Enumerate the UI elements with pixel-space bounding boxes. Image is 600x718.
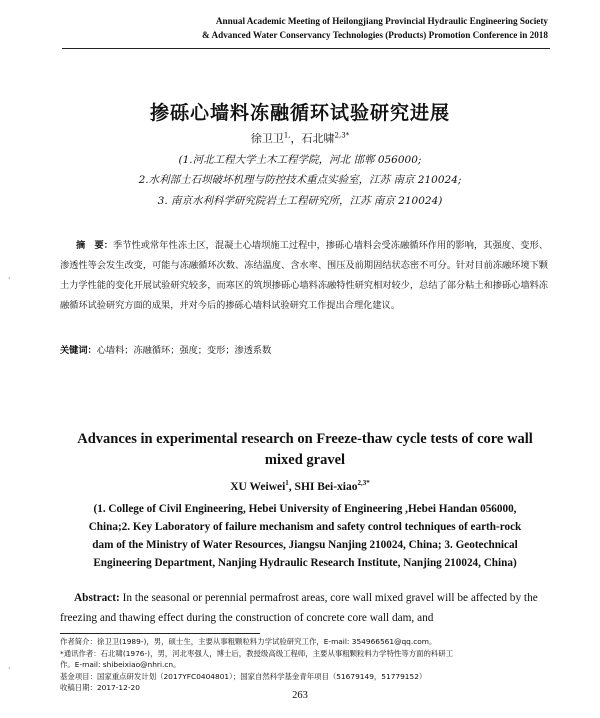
en-author-2: SHI Bei-xiao: [294, 480, 358, 493]
en-title-line-1: Advances in experimental research on Freeze-thaw cycle tests of core wall: [77, 431, 533, 447]
footnote-received-date: 收稿日期：2017-12-20: [60, 683, 140, 692]
en-aff-line-2: China;2. Key Laboratory of failure mechanism and safety control techniques of earth-rock: [88, 521, 522, 533]
en-author-1-sup: 1: [285, 479, 289, 487]
en-aff-line-4: Engineering Department, Nanjing Hydraulic Research Institute, Nanjing 210024, China): [93, 557, 517, 569]
chinese-keywords: [60, 342, 550, 356]
left-edge-mark-bottom: ·: [8, 664, 11, 673]
cn-keywords-text: 心墙料；冻融循环；强度；变形；渗透系数: [96, 345, 272, 356]
english-abstract: [60, 588, 552, 628]
left-edge-mark-top: ·: [8, 274, 11, 283]
footnote-email: 作。E-mail: shibeixiao@nhri.cn。: [60, 660, 181, 669]
en-author-2-sup: 2,3*: [357, 479, 370, 487]
en-aff-line-3: dam of the Ministry of Water Resources, Jiangsu Nanjing 210024, China; 3. Geotechnical: [92, 539, 518, 551]
footnote-corresponding: *通讯作者：石北啸(1976-)，男，河北枣强人，博士后，教授级高级工程师，主要从事粗颗粒料力学特性等方面的科研工: [60, 648, 454, 658]
header-line-2: & Advanced Water Conservancy Technologies (Products) Promotion Conference in 2018: [202, 30, 548, 40]
cn-author-1-sup: 1,: [283, 131, 291, 140]
page-number: 263: [292, 690, 308, 701]
en-title-line-2: mixed gravel: [264, 452, 346, 468]
en-abstract-label: Abstract:: [74, 592, 120, 604]
english-authors: XU Weiwei$^1$, SHI Bei-xiao$^{2,3*}$: [230, 479, 370, 493]
header-rule: [62, 48, 550, 49]
cn-author-2-sup: 2,3*: [334, 131, 350, 140]
en-aff-line-1: (1. College of Civil Engineering, Hebei University of Engineering ,Hebei Handan 056000,: [93, 503, 517, 515]
cn-affiliation-1: (1.河北工程大学土木工程学院，河北 邯郸 056000;: [178, 154, 422, 166]
en-abstract-text: In the seasonal or perennial permafrost areas, core wall mixed gravel will be affected by the freezing and thawing effect during the construction of concrete core wall dam, and: [60, 592, 538, 624]
chinese-title: 掺砾心墙料冻融循环试验研究进展: [149, 102, 450, 124]
cn-author-1: 徐卫卫: [250, 132, 284, 145]
chinese-abstract: [60, 236, 548, 316]
cn-affiliation-2: 2.水利部土石坝破坏机理与防控技术重点实验室，江苏 南京 210024;: [138, 174, 462, 186]
cn-affiliation-3: 3. 南京水利科学研究院岩土工程研究所，江苏 南京 210024): [157, 195, 443, 207]
english-affiliations: [58, 500, 552, 572]
cn-keywords-label: 关键词：: [60, 345, 97, 356]
cn-author-2: 石北啸: [301, 132, 335, 145]
chinese-authors: [0, 130, 600, 146]
en-author-1: XU Weiwei: [230, 480, 286, 493]
footnote-author-intro: 作者简介：徐卫卫(1989-)，男，硕士生，主要从事粗颗粒料力学试验研究工作，E-mail: 354966561@qq.com。: [60, 637, 437, 646]
cn-abstract-label: 摘 要：: [76, 240, 114, 251]
cn-author-separator: ，: [290, 132, 302, 145]
footnote-rule: [60, 633, 260, 634]
cn-abstract-text: 季节性或常年性冻土区，混凝土心墙坝施工过程中，掺砾心墙料会受冻融循环作用的影响，其强度、变形、渗透性等会发生改变，可能与冻融循环次数、冻结温度、含水率、围压及前期固结状态密不可分。针对目前冻融环境下颗土力学性能的变化开展试验研究较多，而寒区的筑坝掺砾心墙料冻融特性研究相对较少，总结了部分粘土和掺砾心墙料冻融循环试验研究方面的成果，并对今后的掺砾心墙料试验研究工作提出合理化建议。: [60, 240, 549, 311]
footnote-funding: 基金项目：国家重点研发计划（2017YFC0404801）；国家自然科学基金青年项目（51679149，51779152）: [60, 671, 427, 681]
english-title: [60, 429, 550, 471]
running-header: [202, 14, 548, 42]
footnotes: [60, 636, 560, 694]
header-line-1: Annual Academic Meeting of Heilongjiang Provincial Hydraulic Engineering Society: [215, 16, 548, 26]
